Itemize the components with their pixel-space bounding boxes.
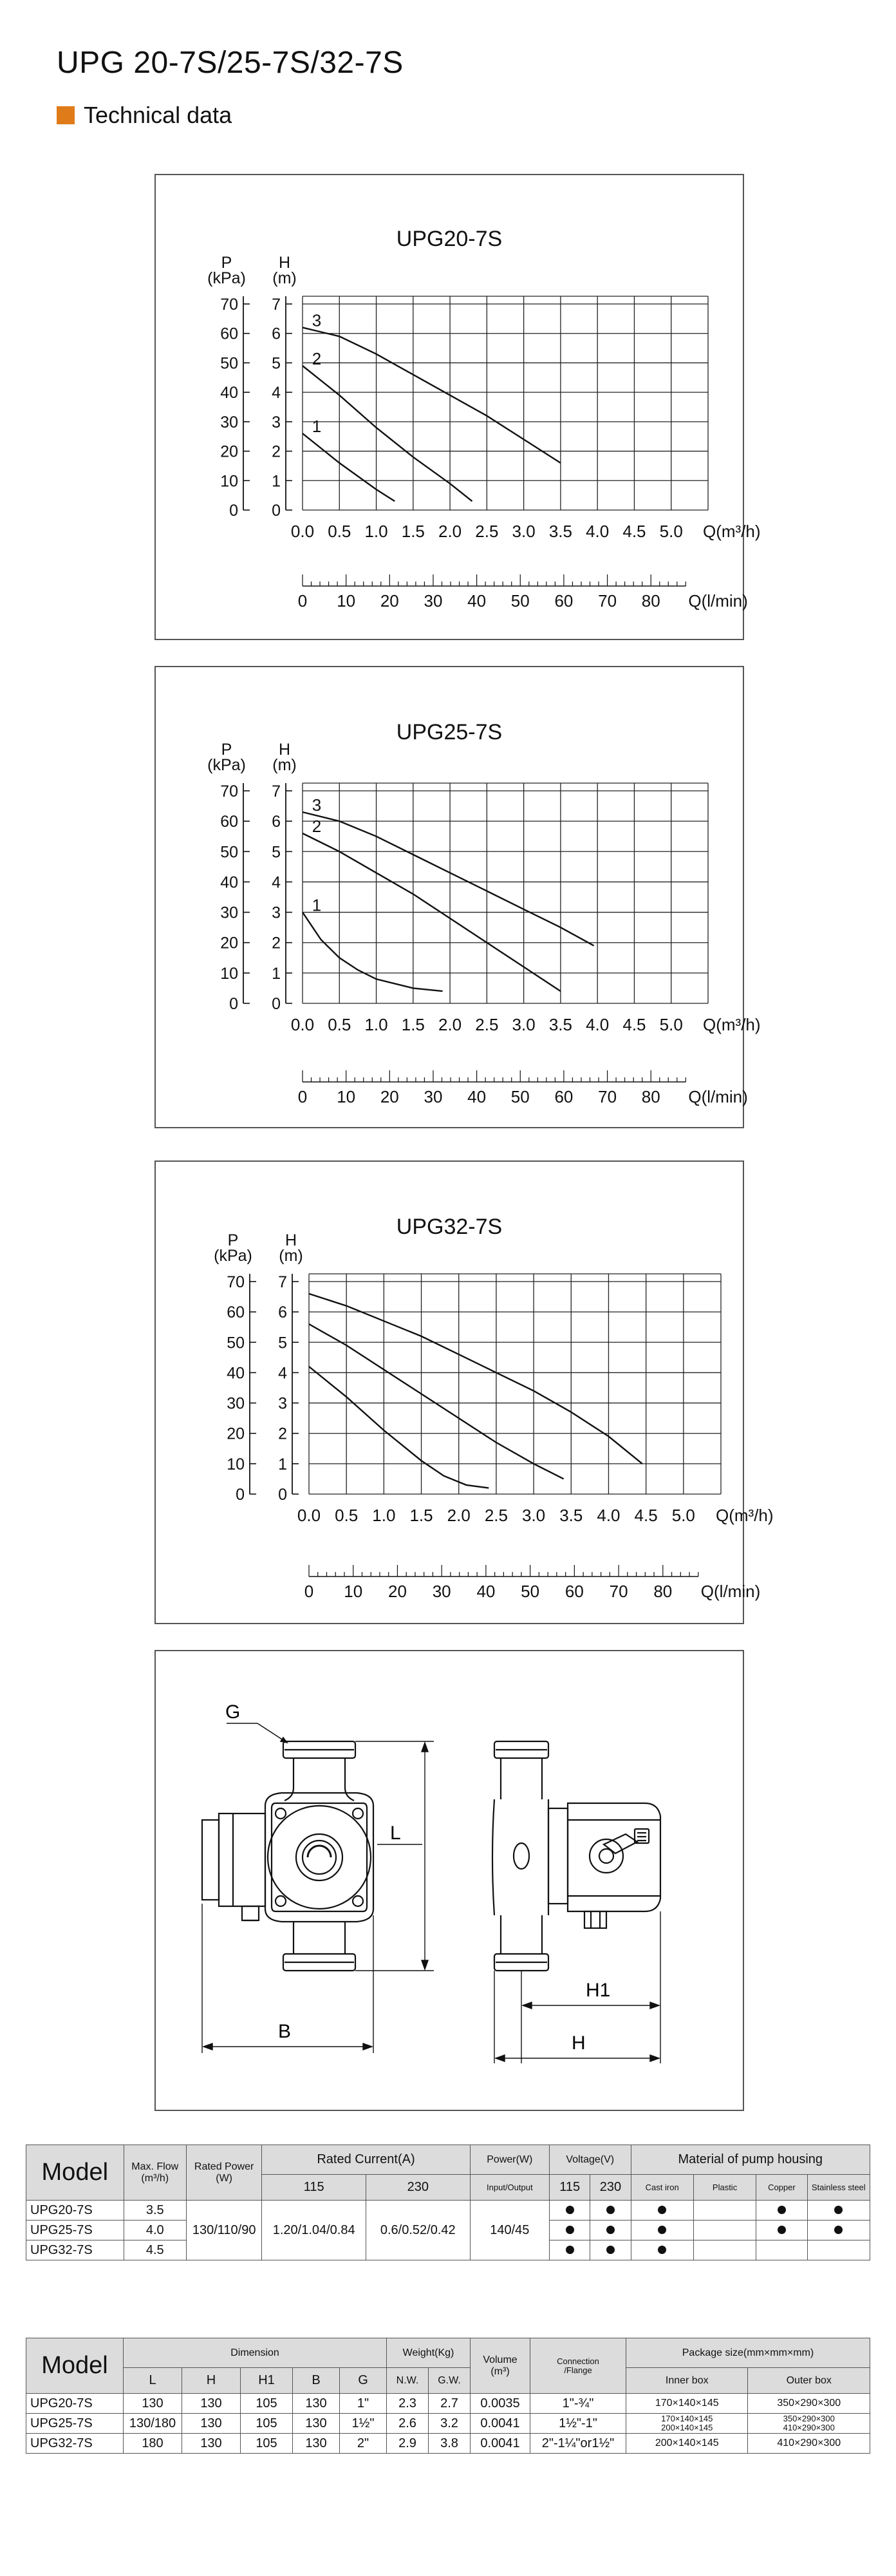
- front-view: [202, 1741, 373, 1971]
- cell-h: 130: [182, 2434, 241, 2454]
- lmin-tick-label: 0: [297, 591, 308, 611]
- filled-dot-icon: [834, 2226, 843, 2234]
- p-tick-label: 30: [220, 413, 238, 431]
- q-tick-label: 0.0: [290, 522, 315, 541]
- q-tick-label: 5.0: [659, 522, 683, 541]
- dot-cell: [756, 2221, 807, 2240]
- cell-g: 2": [340, 2434, 387, 2454]
- th-rc-115: 115: [262, 2175, 366, 2201]
- cell-g: 1": [340, 2394, 387, 2414]
- dot-cell: [590, 2240, 631, 2260]
- filled-dot-icon: [658, 2246, 666, 2254]
- h-axis-unit: (m): [272, 269, 297, 287]
- q-tick-label: 4.0: [597, 1506, 621, 1525]
- h-axis-label: H: [278, 741, 291, 759]
- p-tick-label: 0: [229, 995, 238, 1013]
- cell-flow: 3.5: [124, 2201, 186, 2221]
- lmin-tick-label: 50: [521, 1582, 540, 1601]
- p-tick-label: 50: [227, 1334, 245, 1352]
- curve-label: 1: [312, 417, 322, 437]
- h-tick-label: 6: [272, 813, 281, 831]
- h-tick-label: 7: [272, 296, 281, 314]
- curve-label: 1: [312, 895, 322, 915]
- lmin-tick-label: 80: [641, 591, 660, 611]
- filled-dot-icon: [778, 2206, 786, 2214]
- p-tick-label: 60: [220, 813, 238, 831]
- lmin-tick-label: 0: [304, 1582, 314, 1601]
- p-tick-label: 10: [227, 1455, 245, 1473]
- cell-outer: 350×290×300: [748, 2394, 870, 2414]
- q-tick-label: 2.0: [438, 522, 462, 541]
- q-tick-label: 2.0: [438, 1015, 462, 1034]
- h-tick-label: 6: [278, 1303, 287, 1322]
- th-model: Model: [26, 2338, 124, 2394]
- dot-cell: [693, 2201, 756, 2221]
- q-axis-label: Q(m³/h): [703, 1015, 761, 1034]
- cell-l: 180: [124, 2434, 182, 2454]
- th-g: G: [340, 2368, 387, 2394]
- lmin-tick-label: 80: [641, 1087, 660, 1106]
- q-tick-label: 1.5: [401, 522, 425, 541]
- lmin-tick-label: 40: [467, 591, 487, 611]
- p-tick-label: 60: [227, 1303, 245, 1322]
- lmin-tick-label: 70: [598, 591, 617, 611]
- curve-label: 2: [312, 349, 322, 368]
- th-copper: Copper: [756, 2175, 807, 2201]
- lmin-tick-label: 50: [510, 1087, 530, 1106]
- filled-dot-icon: [566, 2246, 574, 2254]
- th-outer: Outer box: [748, 2368, 870, 2394]
- q-tick-label: 1.5: [409, 1506, 433, 1525]
- q-tick-label: 2.5: [475, 1015, 499, 1034]
- q-tick-label: 1.0: [364, 1015, 388, 1034]
- cell-h1: 105: [241, 2394, 293, 2414]
- h-axis-unit: (m): [272, 756, 297, 774]
- p-axis-unit: (kPa): [207, 269, 246, 287]
- cell-h: 130: [182, 2394, 241, 2414]
- h-tick-label: 2: [278, 1425, 287, 1443]
- lmin-tick-label: 10: [337, 1087, 356, 1106]
- cell-nw: 2.3: [387, 2394, 429, 2414]
- q-axis-label: Q(m³/h): [703, 522, 761, 541]
- h-tick-label: 3: [272, 413, 281, 431]
- h-axis-unit: (m): [279, 1247, 303, 1265]
- lmin-tick-label: 10: [344, 1582, 363, 1601]
- q-tick-label: 1.5: [401, 1015, 425, 1034]
- p-tick-label: 20: [220, 442, 238, 461]
- th-power-sub: Input/Output: [470, 2175, 549, 2201]
- cell-nw: 2.9: [387, 2434, 429, 2454]
- cell-h1: 105: [241, 2434, 293, 2454]
- p-tick-label: 10: [220, 472, 238, 491]
- cell-outer: 350×290×300 410×290×300: [748, 2414, 870, 2434]
- lmin-tick-label: 20: [387, 1582, 407, 1601]
- q-tick-label: 4.5: [622, 522, 646, 541]
- pump-curve-3: [303, 328, 561, 463]
- p-tick-label: 0: [229, 502, 238, 520]
- h-tick-label: 4: [278, 1364, 287, 1383]
- cell-gw: 2.7: [429, 2394, 471, 2414]
- pump-curve-1: [309, 1367, 489, 1488]
- p-tick-label: 30: [220, 904, 238, 922]
- page-title: UPG 20-7S/25-7S/32-7S: [57, 46, 404, 80]
- h-tick-label: 5: [272, 354, 281, 373]
- curve-label: 3: [312, 795, 322, 815]
- h-axis-label: H: [278, 254, 291, 272]
- performance-chart-upg25: [156, 667, 761, 1127]
- h-tick-label: 0: [272, 502, 281, 520]
- h-tick-label: 3: [272, 904, 281, 922]
- filled-dot-icon: [606, 2206, 615, 2214]
- cell-inner: 170×140×145 200×140×145: [626, 2414, 748, 2434]
- pump-curve-3: [309, 1294, 642, 1464]
- lmin-tick-label: 70: [609, 1582, 628, 1601]
- cell-b: 130: [293, 2434, 340, 2454]
- p-tick-label: 20: [227, 1425, 245, 1443]
- cell-b: 130: [293, 2394, 340, 2414]
- p-tick-label: 70: [227, 1273, 245, 1291]
- th-nw: N.W.: [387, 2368, 429, 2394]
- th-rc-230: 230: [366, 2175, 470, 2201]
- table-row: [26, 2394, 870, 2414]
- specs-table: [26, 2145, 870, 2260]
- lmin-tick-label: 40: [467, 1087, 487, 1106]
- cell-l: 130/180: [124, 2414, 182, 2434]
- cell-conn: 1½"-1": [530, 2414, 626, 2434]
- chart-title: UPG25-7S: [396, 720, 503, 744]
- lmin-tick-label: 60: [554, 1087, 574, 1106]
- cell-h1: 105: [241, 2414, 293, 2434]
- th-v-115: 115: [550, 2175, 590, 2201]
- q-tick-label: 3.5: [548, 522, 572, 541]
- table-row: [26, 2414, 870, 2434]
- q-tick-label: 1.0: [372, 1506, 396, 1525]
- p-tick-label: 70: [220, 296, 238, 314]
- dot-cell: [807, 2240, 870, 2260]
- cell-model: UPG32-7S: [26, 2434, 124, 2454]
- dot-cell: [631, 2201, 693, 2221]
- dimension-table: [26, 2338, 870, 2454]
- p-tick-label: 50: [220, 843, 238, 862]
- performance-chart-upg32: [156, 1162, 774, 1623]
- th-stainless: Stainless steel: [807, 2175, 870, 2201]
- th-h: H: [182, 2368, 241, 2394]
- h1-label: H1: [586, 1980, 611, 2001]
- dot-cell: [550, 2240, 590, 2260]
- p-axis-unit: (kPa): [207, 756, 246, 774]
- section-heading-label: Technical data: [84, 102, 232, 128]
- lmin-tick-label: 70: [598, 1087, 617, 1106]
- chart-title: UPG20-7S: [396, 227, 503, 251]
- q-tick-label: 5.0: [671, 1506, 695, 1525]
- lmin-tick-label: 60: [565, 1582, 584, 1601]
- th-cast-iron: Cast iron: [631, 2175, 693, 2201]
- cell-b: 130: [293, 2414, 340, 2434]
- filled-dot-icon: [566, 2226, 574, 2234]
- dot-cell: [550, 2221, 590, 2240]
- th-inner: Inner box: [626, 2368, 748, 2394]
- h-tick-label: 5: [278, 1334, 287, 1352]
- h-tick-label: 7: [272, 782, 281, 800]
- g-label: G: [225, 1701, 241, 1723]
- cell-vol: 0.0041: [471, 2414, 530, 2434]
- th-plastic: Plastic: [693, 2175, 756, 2201]
- q-tick-label: 0.5: [328, 1015, 351, 1034]
- chart-title: UPG32-7S: [396, 1215, 503, 1239]
- q-tick-label: 3.5: [559, 1506, 583, 1525]
- h-label: H: [572, 2032, 586, 2054]
- th-material: Material of pump housing: [631, 2145, 870, 2175]
- filled-dot-icon: [778, 2226, 786, 2234]
- b-label: B: [278, 2021, 292, 2042]
- lmin-tick-label: 30: [424, 1087, 443, 1106]
- cell-inner: 170×140×145: [626, 2394, 748, 2414]
- th-h1: H1: [241, 2368, 293, 2394]
- th-weight: Weight(Kg): [387, 2338, 471, 2368]
- h-tick-label: 6: [272, 325, 281, 343]
- cell-g: 1½": [340, 2414, 387, 2434]
- th-dimension: Dimension: [124, 2338, 387, 2368]
- cell-h: 130: [182, 2414, 241, 2434]
- orange-square-icon: [57, 106, 75, 124]
- cell-power: 140/45: [470, 2201, 549, 2260]
- p-tick-label: 30: [227, 1394, 245, 1413]
- filled-dot-icon: [566, 2206, 574, 2214]
- cell-model: UPG25-7S: [26, 2221, 124, 2240]
- filled-dot-icon: [658, 2226, 666, 2234]
- filled-dot-icon: [606, 2246, 615, 2254]
- cell-inner: 200×140×145: [626, 2434, 748, 2454]
- q-tick-label: 3.0: [512, 522, 536, 541]
- h-axis-label: H: [285, 1231, 297, 1249]
- th-model: Model: [26, 2145, 124, 2201]
- cell-model: UPG20-7S: [26, 2394, 124, 2414]
- q-tick-label: 2.5: [484, 1506, 508, 1525]
- h-tick-label: 3: [278, 1394, 287, 1413]
- q-tick-label: 4.0: [586, 522, 610, 541]
- cell-rated-power: 130/110/90: [186, 2201, 261, 2260]
- cell-conn: 2"-1¼"or1½": [530, 2434, 626, 2454]
- h-tick-label: 7: [278, 1273, 287, 1291]
- q-tick-label: 4.5: [634, 1506, 658, 1525]
- p-tick-label: 10: [220, 964, 238, 983]
- th-package: Package size(mm×mm×mm): [626, 2338, 870, 2368]
- th-power: Power(W): [470, 2145, 549, 2175]
- q-tick-label: 3.0: [512, 1015, 536, 1034]
- p-tick-label: 40: [227, 1364, 245, 1383]
- dot-cell: [807, 2221, 870, 2240]
- lmin-axis-label: Q(l/min): [700, 1582, 761, 1601]
- cell-l: 130: [124, 2394, 182, 2414]
- cell-vol: 0.0041: [471, 2434, 530, 2454]
- pump-curve-2: [309, 1324, 564, 1479]
- cell-gw: 3.2: [429, 2414, 471, 2434]
- lmin-tick-label: 80: [653, 1582, 673, 1601]
- dot-cell: [693, 2221, 756, 2240]
- h-tick-label: 2: [272, 934, 281, 952]
- q-tick-label: 3.5: [548, 1015, 572, 1034]
- lmin-axis-label: Q(l/min): [688, 1087, 748, 1106]
- th-l: L: [124, 2368, 182, 2394]
- th-connection: Connection /Flange: [530, 2338, 626, 2394]
- lmin-tick-label: 0: [297, 1087, 308, 1106]
- p-axis-label: P: [227, 1231, 239, 1249]
- cell-flow: 4.0: [124, 2221, 186, 2240]
- filled-dot-icon: [834, 2206, 843, 2214]
- q-axis-label: Q(m³/h): [716, 1506, 774, 1525]
- th-rated-current: Rated Current(A): [262, 2145, 470, 2175]
- p-tick-label: 0: [236, 1486, 245, 1504]
- pump-curve-1: [303, 433, 395, 501]
- table-row: [26, 2201, 870, 2221]
- q-tick-label: 4.5: [622, 1015, 646, 1034]
- h-tick-label: 1: [272, 964, 281, 983]
- lmin-tick-label: 30: [432, 1582, 451, 1601]
- curve-label: 2: [312, 817, 322, 836]
- cell-vol: 0.0035: [471, 2394, 530, 2414]
- p-tick-label: 50: [220, 354, 238, 373]
- lmin-tick-label: 20: [380, 591, 399, 611]
- dot-cell: [631, 2221, 693, 2240]
- dot-cell: [807, 2201, 870, 2221]
- p-axis-label: P: [221, 254, 232, 272]
- filled-dot-icon: [658, 2206, 666, 2214]
- p-axis-unit: (kPa): [214, 1247, 252, 1265]
- q-tick-label: 2.5: [475, 522, 499, 541]
- th-max-flow: Max. Flow (m³/h): [124, 2145, 186, 2201]
- chart-panel-upg20: [154, 174, 761, 640]
- q-tick-label: 5.0: [659, 1015, 683, 1034]
- cell-conn: 1"-¾": [530, 2394, 626, 2414]
- q-tick-label: 2.0: [447, 1506, 471, 1525]
- p-tick-label: 60: [220, 325, 238, 343]
- dot-cell: [590, 2221, 631, 2240]
- dot-cell: [756, 2201, 807, 2221]
- chart-panel-upg32: [154, 1160, 774, 1624]
- cell-flow: 4.5: [124, 2240, 186, 2260]
- dimension-drawing-panel: [154, 1650, 744, 2111]
- cell-model: UPG25-7S: [26, 2414, 124, 2434]
- pump-dimension-drawing: [156, 1651, 743, 2110]
- cell-nw: 2.6: [387, 2414, 429, 2434]
- q-tick-label: 0.0: [290, 1015, 315, 1034]
- curve-label: 3: [312, 310, 322, 330]
- q-tick-label: 0.5: [335, 1506, 359, 1525]
- p-tick-label: 70: [220, 782, 238, 800]
- filled-dot-icon: [606, 2226, 615, 2234]
- dot-cell: [590, 2201, 631, 2221]
- q-tick-label: 3.0: [522, 1506, 546, 1525]
- dot-cell: [631, 2240, 693, 2260]
- cell-outer: 410×290×300: [748, 2434, 870, 2454]
- cell-model: UPG20-7S: [26, 2201, 124, 2221]
- lmin-tick-label: 50: [510, 591, 530, 611]
- p-tick-label: 40: [220, 384, 238, 402]
- cell-model: UPG32-7S: [26, 2240, 124, 2260]
- cell-gw: 3.8: [429, 2434, 471, 2454]
- performance-chart-upg20: [156, 175, 761, 639]
- q-tick-label: 4.0: [586, 1015, 610, 1034]
- h-tick-label: 2: [272, 442, 281, 461]
- q-tick-label: 0.5: [328, 522, 351, 541]
- dot-cell: [756, 2240, 807, 2260]
- l-label: L: [390, 1823, 401, 1844]
- cell-rc-230: 0.6/0.52/0.42: [366, 2201, 470, 2260]
- th-volume: Volume (m³): [471, 2338, 530, 2394]
- lmin-tick-label: 30: [424, 591, 443, 611]
- lmin-axis-label: Q(l/min): [688, 591, 748, 611]
- dot-cell: [693, 2240, 756, 2260]
- pump-curve-1: [303, 913, 443, 992]
- lmin-tick-label: 20: [380, 1087, 399, 1106]
- h-tick-label: 0: [278, 1486, 287, 1504]
- th-b: B: [293, 2368, 340, 2394]
- lmin-tick-label: 10: [337, 591, 356, 611]
- h-tick-label: 4: [272, 384, 281, 402]
- h-tick-label: 0: [272, 995, 281, 1013]
- q-tick-label: 1.0: [364, 522, 388, 541]
- lmin-tick-label: 40: [476, 1582, 496, 1601]
- h-tick-label: 4: [272, 873, 281, 892]
- section-heading: [57, 102, 232, 129]
- p-tick-label: 20: [220, 934, 238, 952]
- table-row: [26, 2434, 870, 2454]
- h-tick-label: 1: [272, 472, 281, 491]
- th-v-230: 230: [590, 2175, 631, 2201]
- h-tick-label: 5: [272, 843, 281, 862]
- chart-panel-upg25: [154, 666, 761, 1128]
- cell-rc-115: 1.20/1.04/0.84: [262, 2201, 366, 2260]
- q-tick-label: 0.0: [297, 1506, 321, 1525]
- pump-curve-3: [303, 812, 594, 945]
- th-voltage: Voltage(V): [550, 2145, 631, 2175]
- th-gw: G.W.: [429, 2368, 471, 2394]
- p-tick-label: 40: [220, 873, 238, 892]
- lmin-tick-label: 60: [554, 591, 574, 611]
- th-rated-power: Rated Power (W): [186, 2145, 261, 2201]
- h-tick-label: 1: [278, 1455, 287, 1473]
- side-view: [492, 1741, 660, 1971]
- dot-cell: [550, 2201, 590, 2221]
- p-axis-label: P: [221, 741, 232, 759]
